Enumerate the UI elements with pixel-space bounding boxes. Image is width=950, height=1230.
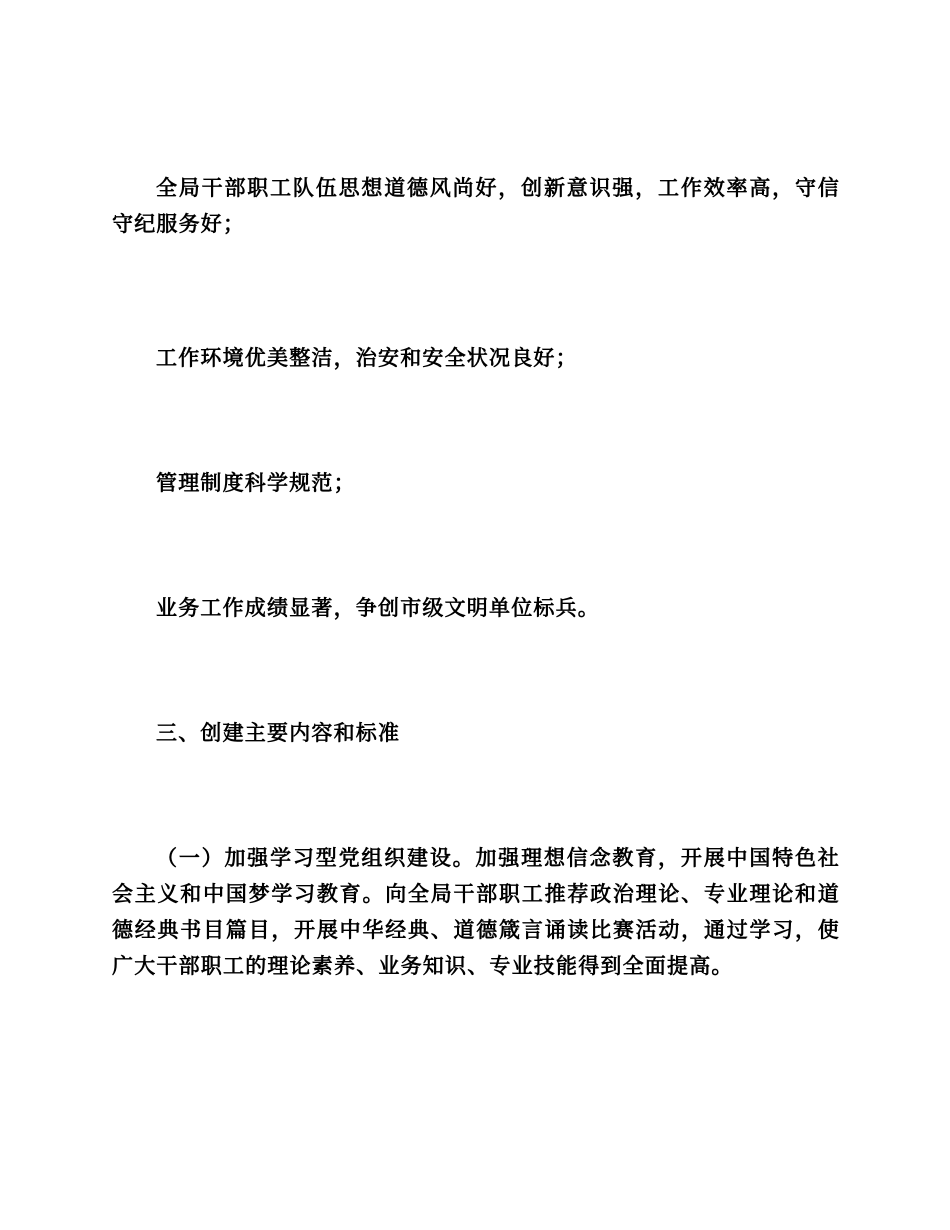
paragraph-standards-management: 管理制度科学规范； bbox=[156, 470, 356, 495]
paragraph-learning-organization: （一）加强学习型党组织建设。加强理想信念教育，开展中国特色社会主义和中国梦学习教育。向全局干部职工推荐政治理论、专业理论和道德经典书目篇目，开展中华经典、道德箴言诵读比赛活动，通过学习，使广大干部职工的理论素养、业务知识、专业技能得到全面提高。 bbox=[112, 845, 840, 978]
paragraph-standards-performance: 业务工作成绩显著，争创市级文明单位标兵。 bbox=[156, 595, 600, 620]
paragraph-standards-staff: 全局干部职工队伍思想道德风尚好，创新意识强，工作效率高，守信守纪服务好； bbox=[112, 175, 840, 236]
paragraph-standards-environment: 工作环境优美整洁，治安和安全状况良好； bbox=[156, 345, 578, 370]
section-heading: 三、创建主要内容和标准 bbox=[156, 720, 401, 745]
